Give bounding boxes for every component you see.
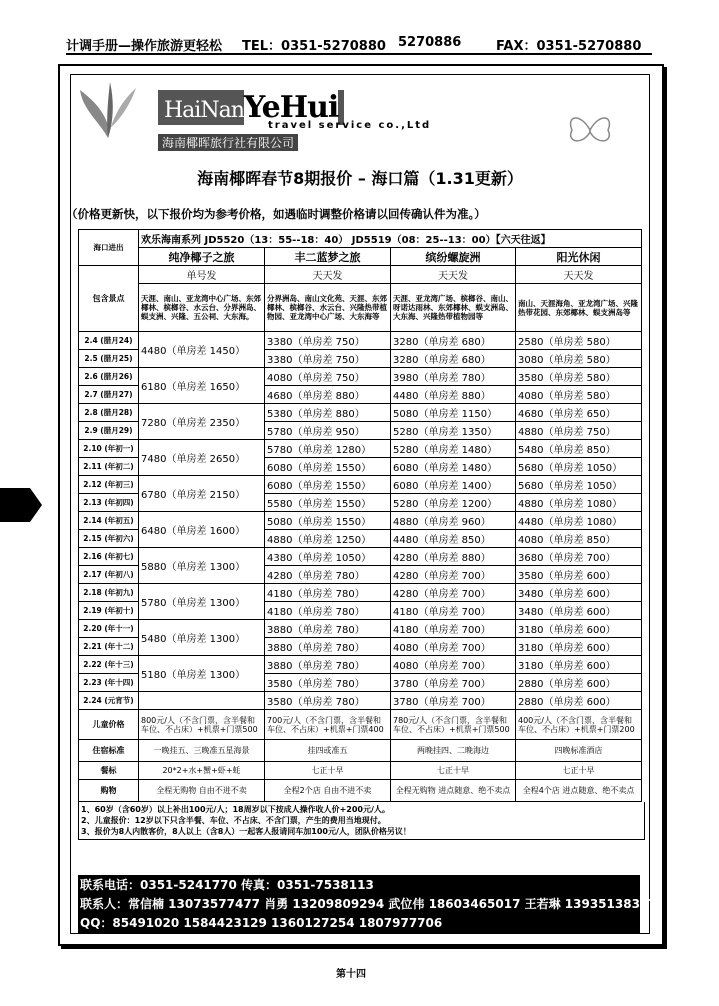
date-cell: 2.13 (年初四) <box>79 494 139 512</box>
meal-cell: 20*2+水+蟹+虾+蚝 <box>139 762 265 780</box>
price-cell: 5680（单房差 1050） <box>516 458 642 476</box>
price-cell: 3180（单房差 600） <box>516 638 642 656</box>
hotel-cell: 两晚挂四、二晚海边 <box>391 740 516 762</box>
price-cell: 3880（单房差 780） <box>265 656 391 674</box>
price-cell: 6480（单房差 1600） <box>139 512 265 548</box>
price-cell: 5080（单房差 1550） <box>265 512 391 530</box>
price-cell: 3280（单房差 680） <box>391 350 516 368</box>
logo-cn: 海南椰晖旅行社有限公司 <box>158 134 298 151</box>
route-name: 缤纷螺旋洲 <box>391 248 516 266</box>
shop-cell: 全程4个店 进点随意、绝不卖点 <box>516 780 642 802</box>
header-fax: FAX：0351-5270880 <box>496 39 642 54</box>
price-cell: 4280（单房差 880） <box>391 548 516 566</box>
price-cell: 3680（单房差 700） <box>516 548 642 566</box>
page-number: 第十四 <box>336 969 366 980</box>
logo-sub: travel service co.,Ltd <box>268 120 432 131</box>
butterfly-icon <box>562 110 618 150</box>
price-row <box>79 440 642 458</box>
header-tel: TEL：0351-5270880 <box>242 39 386 54</box>
shop-label: 购物 <box>79 780 139 802</box>
price-cell: 3880（单房差 780） <box>265 620 391 638</box>
price-row <box>79 656 642 674</box>
price-cell: 4280（单房差 780） <box>265 566 391 584</box>
price-cell: 3580（单房差 580） <box>516 368 642 386</box>
schedule: 天天发 <box>391 266 516 284</box>
price-row <box>79 692 642 710</box>
include-label: 包含景点 <box>79 266 139 332</box>
price-cell: 5280（单房差 1350） <box>391 422 516 440</box>
price-cell: 5380（单房差 880） <box>265 404 391 422</box>
price-cell: 4080（单房差 750） <box>265 368 391 386</box>
price-cell: 4280（单房差 700） <box>391 566 516 584</box>
price-cell: 6180（单房差 1650） <box>139 368 265 404</box>
schedule: 单号发 <box>139 266 265 284</box>
price-cell: 3980（单房差 780） <box>391 368 516 386</box>
date-cell: 2.17 (年初八) <box>79 566 139 584</box>
price-cell: 5480（单房差 850） <box>516 440 642 458</box>
price-cell: 5080（单房差 1150） <box>391 404 516 422</box>
side-arrow-icon <box>0 488 42 522</box>
top-header <box>66 33 652 55</box>
price-cell: 4380（单房差 1050） <box>265 548 391 566</box>
date-cell: 2.19 (年初十) <box>79 602 139 620</box>
include-spots: 分界洲岛、南山文化苑、天涯、东郊椰林、槟榔谷、水云台、兴隆热带植物园、亚龙湾中心广场、大东海等 <box>265 284 391 332</box>
price-cell: 3280（单房差 680） <box>391 332 516 350</box>
date-cell: 2.4 (腊月24) <box>79 332 139 350</box>
contact-people: 联系人：常信楠 13073577477 肖勇 13209809294 武位伟 18603465017 王若琳 13935138357 <box>80 897 657 911</box>
date-cell: 2.5 (腊月25) <box>79 350 139 368</box>
meal-cell: 七正十早 <box>516 762 642 780</box>
include-spots: 南山、天涯海角、亚龙湾广场、兴隆热带花园、东郊椰林、蜈支洲岛等 <box>516 284 642 332</box>
price-cell: 4180（单房差 780） <box>265 584 391 602</box>
price-cell: 5780（单房差 1300） <box>139 584 265 620</box>
header-slogan: 计调手册—操作旅游更轻松 <box>66 39 223 54</box>
price-cell: 6780（单房差 2150） <box>139 476 265 512</box>
price-cell: 5280（单房差 1480） <box>391 440 516 458</box>
price-cell: 5780（单房差 1280） <box>265 440 391 458</box>
price-row <box>79 620 642 638</box>
price-cell: 5780（单房差 950） <box>265 422 391 440</box>
child-cell: 700元/人（不含门票，含半餐和车位、不占床）+机票+门票400 <box>265 710 391 740</box>
note-line: 2、儿童报价：12岁以下只含半餐、车位、不占床、不含门票，产生的费用当地现付。 <box>81 816 386 825</box>
price-cell: 4080（单房差 700） <box>391 638 516 656</box>
price-cell: 2580（单房差 580） <box>516 332 642 350</box>
date-cell: 2.8 (腊月28) <box>79 404 139 422</box>
date-cell: 2.23 (年十四) <box>79 674 139 692</box>
price-row <box>79 404 642 422</box>
price-cell: 5580（单房差 1550） <box>265 494 391 512</box>
date-cell: 2.22 (年十三) <box>79 656 139 674</box>
price-cell: 7480（单房差 2650） <box>139 440 265 476</box>
price-cell: 3780（单房差 700） <box>391 692 516 710</box>
contact-qq: QQ：85491020 1584423129 1360127254 1807977706 <box>80 916 443 930</box>
include-spots: 天涯、亚龙湾广场、槟榔谷、南山、呀诺达雨林、东郊椰林、蜈支洲岛、大东海、兴隆热带植物园等 <box>391 284 516 332</box>
child-cell: 400元/人（不含门票，含半餐和车位、不占床）+机票+门票200 <box>516 710 642 740</box>
price-row <box>79 548 642 566</box>
date-cell: 2.21 (年十二) <box>79 638 139 656</box>
child-cell: 800元/人（不含门票，含半餐和车位、不占床）+机票+门票500 <box>139 710 265 740</box>
meal-cell: 七正十早 <box>391 762 516 780</box>
date-cell: 2.20 (年十一) <box>79 620 139 638</box>
palm-leaf-icon <box>78 80 138 140</box>
header-rule <box>66 53 652 55</box>
price-cell: 4680（单房差 880） <box>265 386 391 404</box>
hotel-label: 住宿标准 <box>79 740 139 762</box>
price-row <box>79 584 642 602</box>
price-cell: 3580（单房差 780） <box>265 692 391 710</box>
contact-phone: 联系电话：0351-5241770 传真：0351-7538113 <box>80 878 374 892</box>
price-cell: 3180（单房差 600） <box>516 656 642 674</box>
price-cell: 4880（单房差 1080） <box>516 494 642 512</box>
shop-cell: 全程无购物 进点随意、绝不卖点 <box>391 780 516 802</box>
meal-cell: 七正十早 <box>265 762 391 780</box>
date-cell: 2.14 (年初五) <box>79 512 139 530</box>
price-cell: 2880（单房差 600） <box>516 674 642 692</box>
price-cell: 4880（单房差 960） <box>391 512 516 530</box>
price-cell: 2880（单房差 600） <box>516 692 642 710</box>
price-table <box>78 229 642 802</box>
price-cell: 3880（单房差 780） <box>265 638 391 656</box>
price-cell: 5180（单房差 1300） <box>139 656 265 692</box>
date-cell: 2.18 (年初九) <box>79 584 139 602</box>
date-cell: 2.7 (腊月27) <box>79 386 139 404</box>
date-cell: 2.9 (腊月29) <box>79 422 139 440</box>
price-cell: 6080（单房差 1400） <box>391 476 516 494</box>
schedule: 天天发 <box>516 266 642 284</box>
price-cell: 4180（单房差 700） <box>391 602 516 620</box>
date-cell: 2.15 (年初六) <box>79 530 139 548</box>
price-cell: 3480（单房差 600） <box>516 602 642 620</box>
meal-label: 餐标 <box>79 762 139 780</box>
price-cell: 6080（单房差 1550） <box>265 458 391 476</box>
flight-info: 欢乐海南系列 JD5520（13：55--18：40） JD5519（08：25--13：00）【六天往返】 <box>139 230 642 248</box>
date-cell: 2.10 (年初一) <box>79 440 139 458</box>
price-cell: 4480（单房差 1080） <box>516 512 642 530</box>
price-cell: 5880（单房差 1300） <box>139 548 265 584</box>
header-tel2: 5270886 <box>398 35 462 50</box>
price-row <box>79 332 642 350</box>
price-cell: 3480（单房差 600） <box>516 584 642 602</box>
price-cell: 3080（单房差 580） <box>516 350 642 368</box>
price-cell: 4480（单房差 880） <box>391 386 516 404</box>
price-cell: 4180（单房差 780） <box>265 602 391 620</box>
price-cell: 4080（单房差 580） <box>516 386 642 404</box>
price-cell: 3380（单房差 750） <box>265 332 391 350</box>
price-cell: 3380（单房差 750） <box>265 350 391 368</box>
child-cell: 780元/人（不含门票，含半餐和车位、不占床）+机票+门票500 <box>391 710 516 740</box>
hotel-row <box>79 740 642 762</box>
price-cell: 5480（单房差 1300） <box>139 620 265 656</box>
price-cell <box>139 692 265 710</box>
date-cell: 2.24 (元宵节) <box>79 692 139 710</box>
price-row <box>79 476 642 494</box>
price-cell: 4680（单房差 650） <box>516 404 642 422</box>
note-line: 3、报价为8人内散客价，8人以上（含8人）一起客人报请同车加100元/人，团队价格另议！ <box>81 827 411 836</box>
route-name: 纯净椰子之旅 <box>139 248 265 266</box>
meal-row <box>79 762 642 780</box>
logo-en: HaiNanYeHui <box>158 90 344 125</box>
shop-cell: 全程2个店 自由不进不卖 <box>265 780 391 802</box>
date-cell: 2.16 (年初七) <box>79 548 139 566</box>
hotel-cell: 四晚标准酒店 <box>516 740 642 762</box>
price-cell: 4080（单房差 700） <box>391 656 516 674</box>
note-line: 1、60岁（含60岁）以上补出100元/人；18周岁以下按成人操作收人价+200元/人。 <box>81 805 390 814</box>
price-cell: 4880（单房差 750） <box>516 422 642 440</box>
price-cell: 3580（单房差 780） <box>265 674 391 692</box>
price-row <box>79 368 642 386</box>
shop-row <box>79 780 642 802</box>
hotel-cell: 挂四或准五 <box>265 740 391 762</box>
logo <box>78 80 618 150</box>
price-cell: 4480（单房差 1450） <box>139 332 265 368</box>
route-name: 阳光休闲 <box>516 248 642 266</box>
child-row <box>79 710 642 740</box>
route-name: 丰二蓝梦之旅 <box>265 248 391 266</box>
child-label: 儿童价格 <box>79 710 139 740</box>
price-notice: （价格更新快，以下报价均为参考价格，如遇临时调整价格请以回传确认件为准。） <box>66 207 486 221</box>
date-cell: 2.6 (腊月26) <box>79 368 139 386</box>
price-cell: 5680（单房差 1050） <box>516 476 642 494</box>
price-cell: 3180（单房差 600） <box>516 620 642 638</box>
hotel-cell: 一晚挂五、三晚准五星海景 <box>139 740 265 762</box>
schedule: 天天发 <box>265 266 391 284</box>
price-cell: 4080（单房差 850） <box>516 530 642 548</box>
contact-box <box>78 875 657 933</box>
corner-label: 海口进出 <box>79 230 139 266</box>
notes <box>78 802 645 840</box>
price-cell: 3580（单房差 600） <box>516 566 642 584</box>
price-row <box>79 512 642 530</box>
price-cell: 3780（单房差 700） <box>391 674 516 692</box>
page-title: 海南椰晖春节8期报价 – 海口篇（1.31更新） <box>197 169 523 188</box>
shop-cell: 全程无购物 自由不进不卖 <box>139 780 265 802</box>
date-cell: 2.11 (年初二) <box>79 458 139 476</box>
price-cell: 4180（单房差 700） <box>391 620 516 638</box>
price-cell: 5280（单房差 1200） <box>391 494 516 512</box>
price-cell: 7280（单房差 2350） <box>139 404 265 440</box>
price-cell: 4880（单房差 1250） <box>265 530 391 548</box>
include-spots: 天涯、南山、亚龙湾中心广场、东郊椰林、槟榔谷、水云台、分界洲岛、蜈支洲、兴隆、五公祠、大东海。 <box>139 284 265 332</box>
date-cell: 2.12 (年初三) <box>79 476 139 494</box>
price-cell: 6080（单房差 1550） <box>265 476 391 494</box>
price-cell: 4480（单房差 850） <box>391 530 516 548</box>
price-cell: 4280（单房差 700） <box>391 584 516 602</box>
price-cell: 6080（单房差 1480） <box>391 458 516 476</box>
